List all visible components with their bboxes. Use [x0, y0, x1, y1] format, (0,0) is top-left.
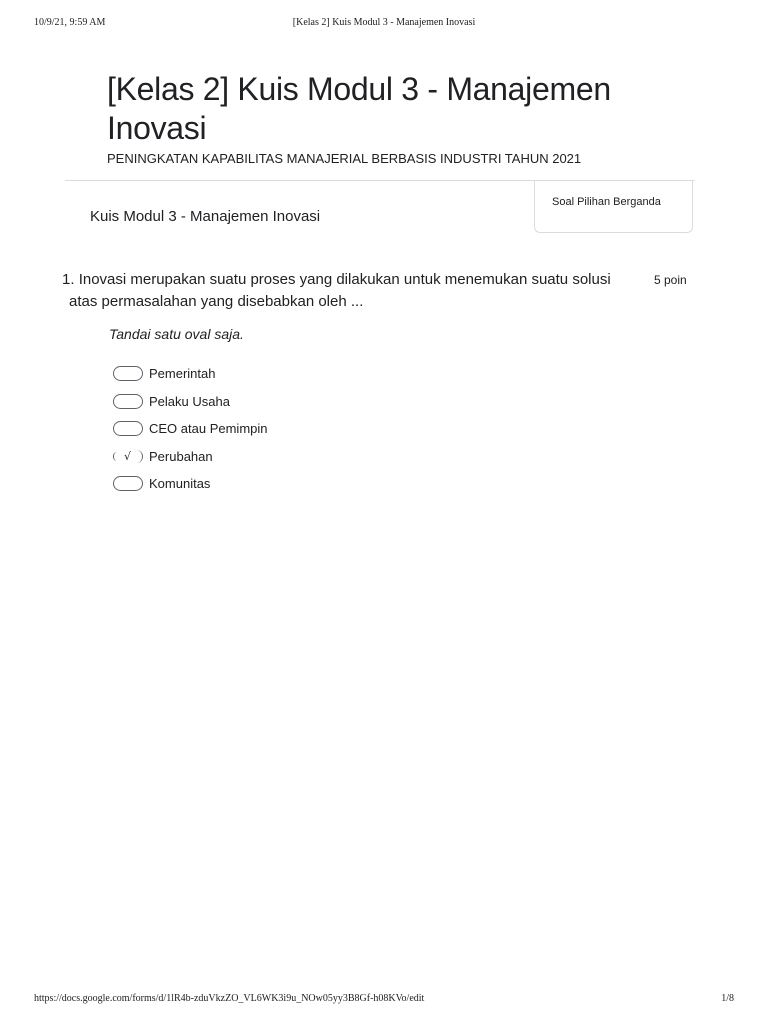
option-label: Pelaku Usaha: [149, 393, 230, 409]
option-pelaku-usaha[interactable]: [113, 388, 268, 416]
form-subtitle: PENINGKATAN KAPABILITAS MANAJERIAL BERBASIS INDUSTRI TAHUN 2021: [107, 151, 582, 166]
question-line-1: Inovasi merupakan suatu proses yang dilakukan untuk menemukan suatu solusi: [78, 271, 611, 288]
option-komunitas[interactable]: [113, 470, 268, 498]
print-doc-title: [Kelas 2] Kuis Modul 3 - Manajemen Inovasi: [292, 17, 476, 28]
radio-oval[interactable]: [113, 476, 143, 491]
radio-oval-selected[interactable]: [113, 449, 143, 464]
print-datetime: 10/9/21, 9:59 AM: [34, 17, 106, 28]
option-perubahan[interactable]: [113, 443, 268, 471]
option-label: Perubahan: [149, 448, 213, 464]
option-label: Komunitas: [149, 476, 211, 492]
form-title: [Kelas 2] Kuis Modul 3 - Manajemen Inovasi: [107, 71, 611, 146]
question-instruction: Tandai satu oval saja.: [109, 326, 244, 342]
option-label: Pemerintah: [149, 366, 216, 382]
question-text: [62, 269, 634, 313]
option-label: CEO atau Pemimpin: [149, 421, 268, 437]
radio-oval[interactable]: [113, 366, 143, 381]
question-number: 1.: [62, 271, 75, 288]
section-tag-label: Soal Pilihan Berganda: [552, 196, 661, 208]
section-title: Kuis Modul 3 - Manajemen Inovasi: [90, 208, 321, 225]
radio-oval[interactable]: [113, 394, 143, 409]
option-pemerintah[interactable]: [113, 360, 268, 388]
print-url: https://docs.google.com/forms/d/1lR4b-zduVkzZO_VL6WK3i9u_NOw05yy3B8Gf-h08KVo/edit: [34, 993, 425, 1004]
radio-oval[interactable]: [113, 421, 143, 436]
section-tag: [534, 180, 693, 233]
option-list: [113, 360, 268, 498]
option-ceo-atau-pemimpin[interactable]: [113, 415, 268, 443]
question-line-2: atas permasalahan yang disebabkan oleh ...: [69, 293, 364, 310]
print-page-number: 1/8: [721, 993, 734, 1004]
question-points: 5 poin: [654, 273, 687, 287]
check-icon: √: [124, 449, 132, 463]
